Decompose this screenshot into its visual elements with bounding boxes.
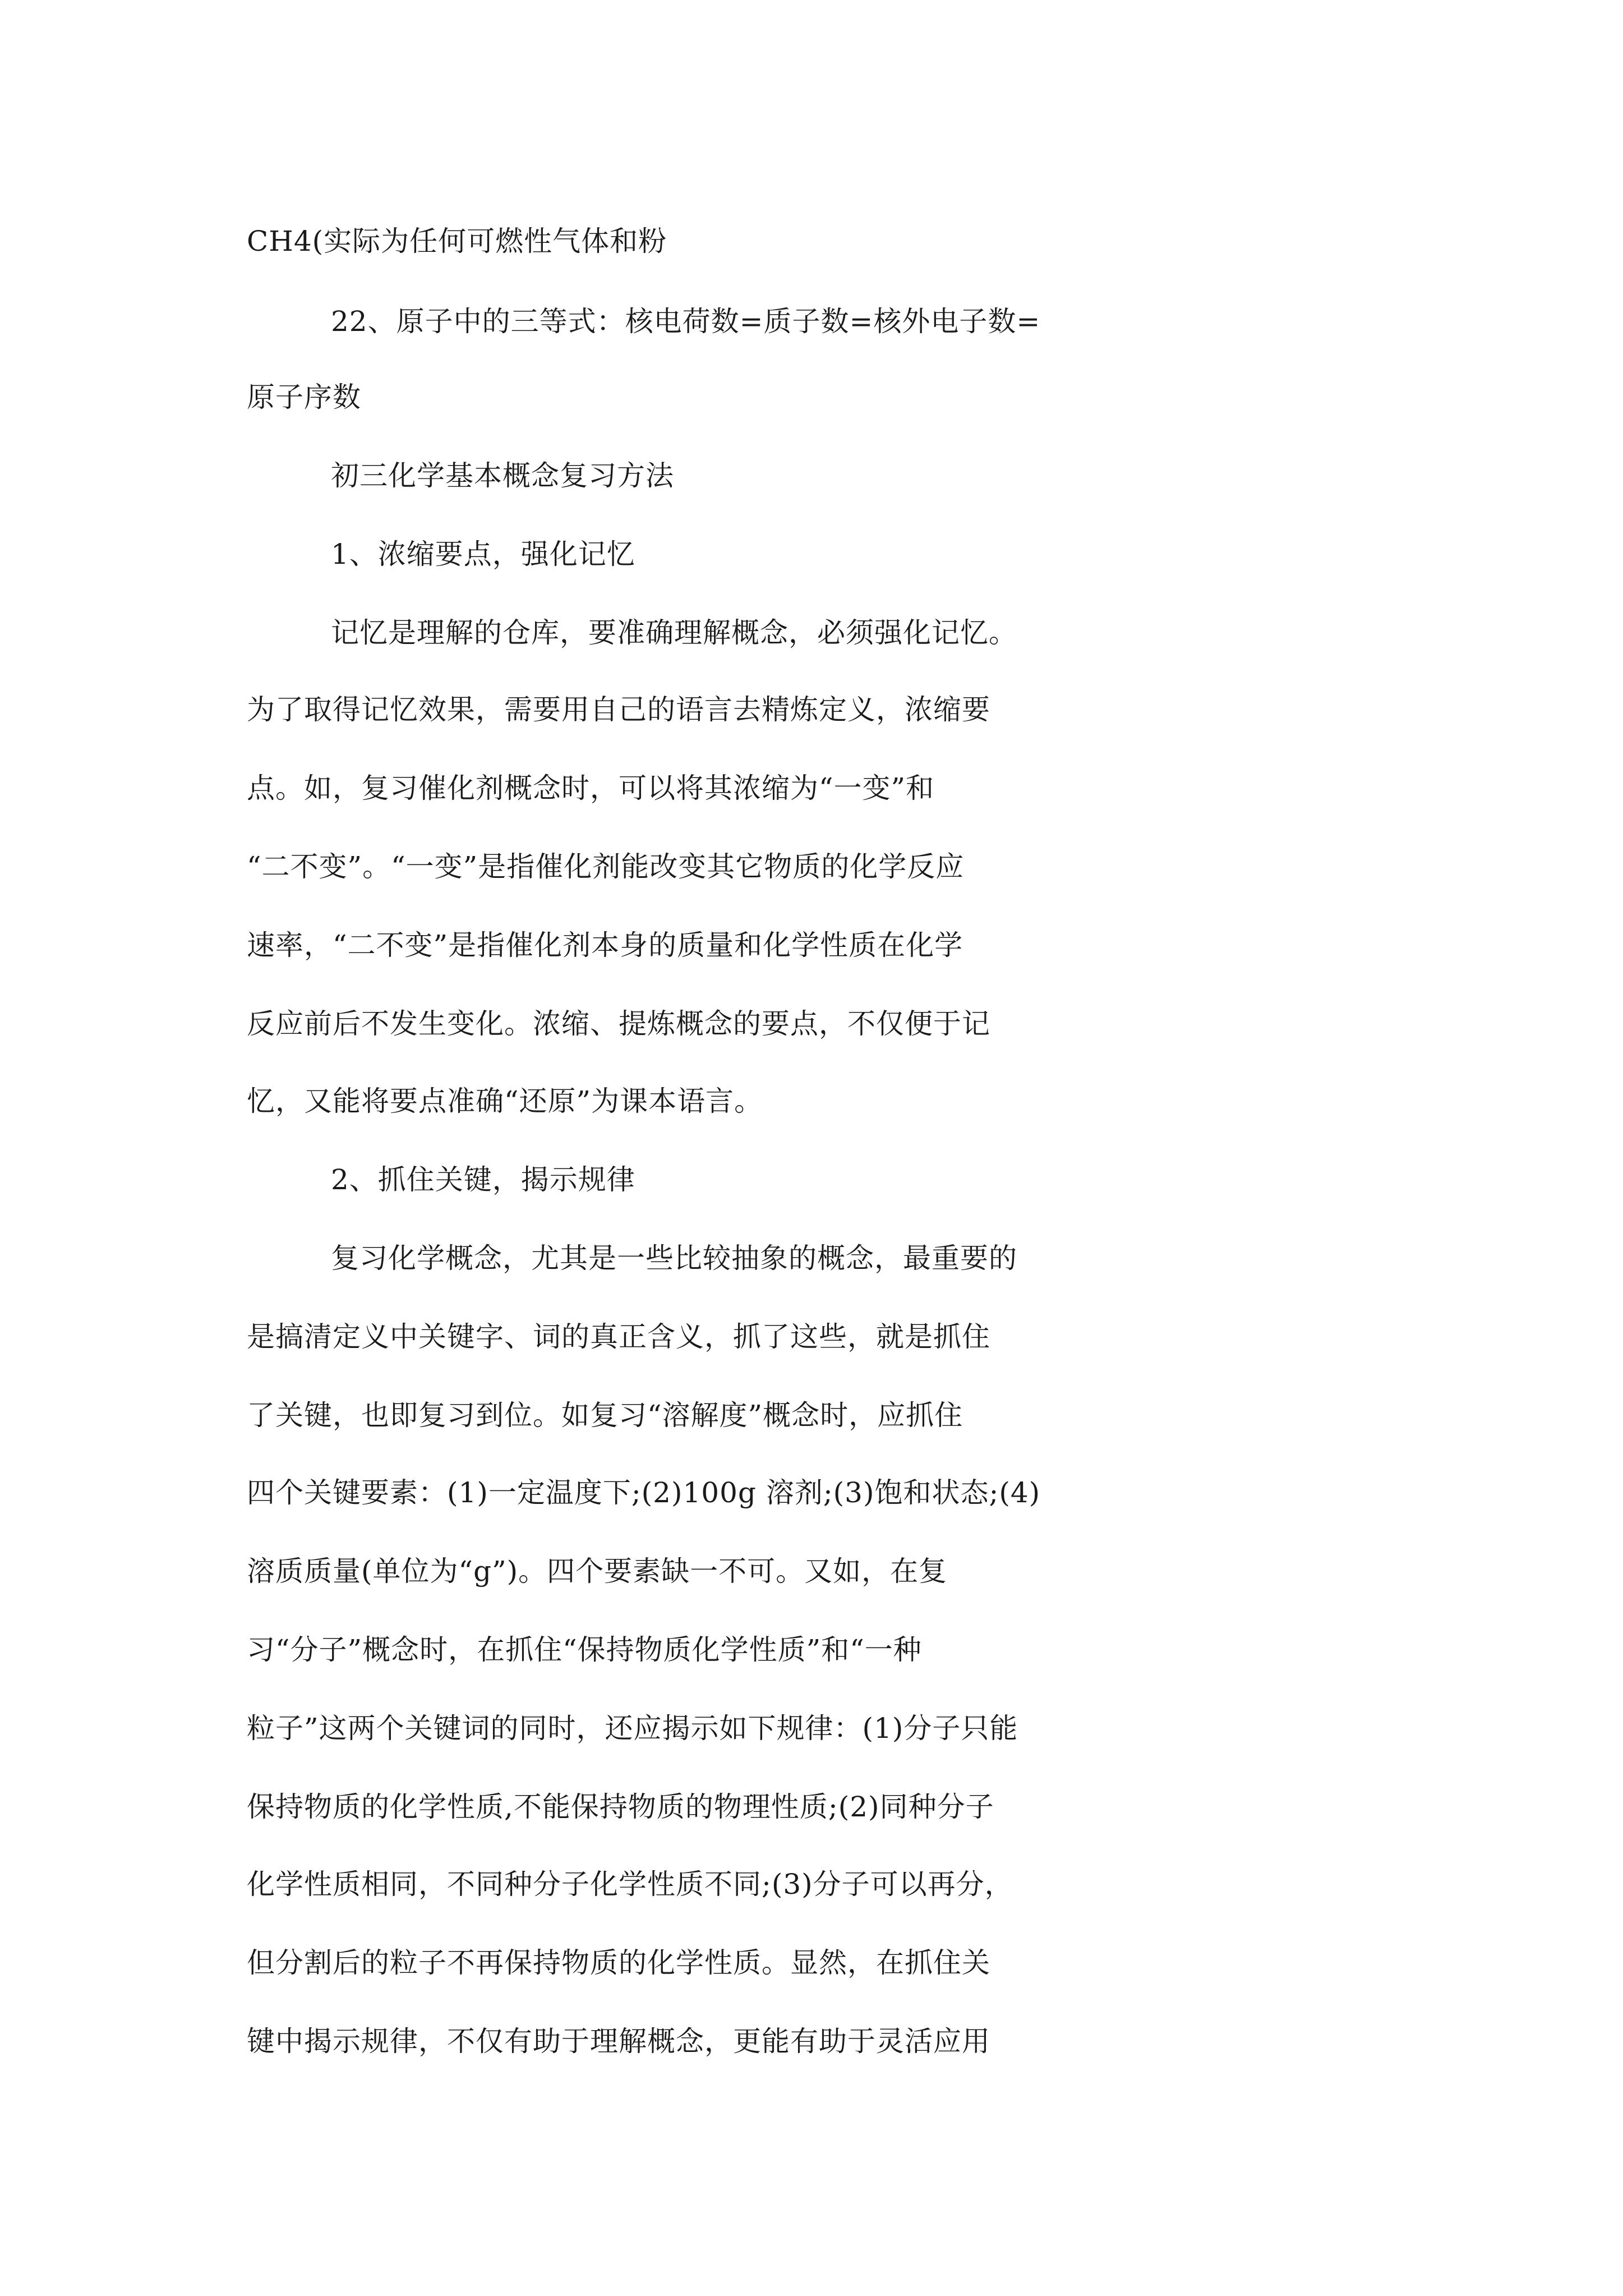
text-line: 记忆是理解的仓库，要准确理解概念，必须强化记忆。: [331, 616, 1017, 649]
text-line: 点。如，复习催化剂概念时，可以将其浓缩为“一变”和: [247, 772, 935, 804]
text-line: 22、原子中的三等式：核电荷数=质子数=核外电子数=: [331, 305, 1041, 338]
text-line: 复习化学概念，尤其是一些比较抽象的概念，最重要的: [331, 1242, 1017, 1274]
text-line: 速率，“二不变”是指催化剂本身的质量和化学性质在化学: [247, 929, 963, 961]
text-line: 键中揭示规律，不仅有助于理解概念，更能有助于灵活应用: [247, 2025, 990, 2058]
text-line: CH4(实际为任何可燃性气体和粉: [247, 225, 667, 257]
text-line: 忆，又能将要点准确“还原”为课本语言。: [247, 1085, 763, 1117]
text-line: 但分割后的粒子不再保持物质的化学性质。显然，在抓住关: [247, 1947, 990, 1979]
text-line: 为了取得记忆效果，需要用自己的语言去精炼定义，浓缩要: [247, 693, 990, 726]
text-line: 保持物质的化学性质,不能保持物质的物理性质;(2)同种分子: [247, 1791, 994, 1823]
text-line: 习“分子”概念时，在抓住“保持物质化学性质”和“一种: [247, 1634, 922, 1666]
section-heading: 初三化学基本概念复习方法: [331, 459, 674, 492]
text-line: 化学性质相同，不同种分子化学性质不同;(3)分子可以再分，: [247, 1868, 1013, 1901]
text-line: 溶质质量(单位为“g”)。四个要素缺一不可。又如，在复: [247, 1555, 948, 1588]
text-line: 是搞清定义中关键字、词的真正含义，抓了这些，就是抓住: [247, 1320, 990, 1353]
text-line: 反应前后不发生变化。浓缩、提炼概念的要点，不仅便于记: [247, 1007, 990, 1040]
text-line: 四个关键要素：(1)一定温度下;(2)100g 溶剂;(3)饱和状态;(4): [247, 1476, 1041, 1509]
subsection-heading: 2、抓住关键，揭示规律: [331, 1163, 635, 1196]
text-line: “二不变”。“一变”是指催化剂能改变其它物质的化学反应: [247, 850, 965, 883]
text-line: 粒子”这两个关键词的同时，还应揭示如下规律：(1)分子只能: [247, 1712, 1018, 1745]
subsection-heading: 1、浓缩要点，强化记忆: [331, 538, 635, 570]
text-line: 了关键，也即复习到位。如复习“溶解度”概念时，应抓住: [247, 1399, 963, 1432]
text-line: 原子序数: [247, 381, 361, 413]
